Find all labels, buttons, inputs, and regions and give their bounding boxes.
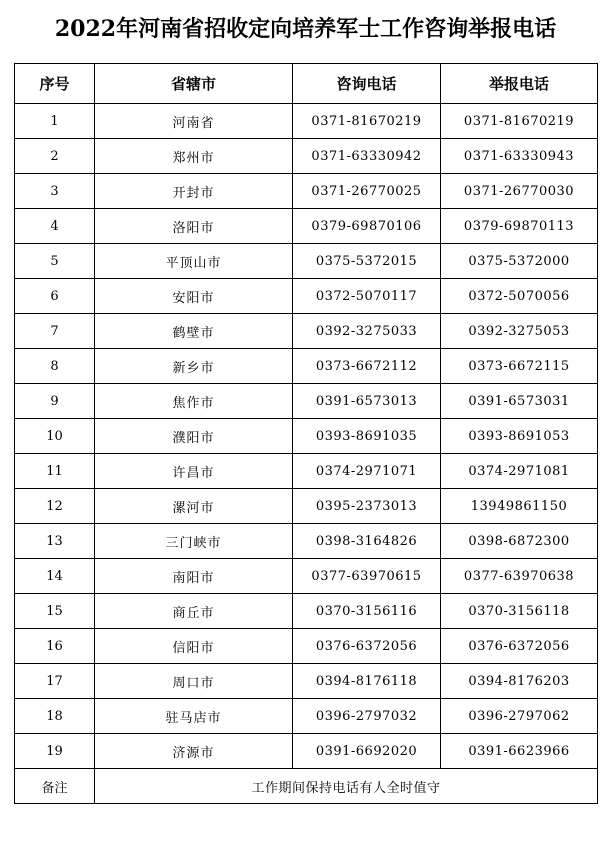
report-phone-cell: 0371-63330943: [441, 139, 598, 174]
report-phone-cell: 0377-63970638: [441, 559, 598, 594]
report-phone-cell: 0376-6372056: [441, 629, 598, 664]
consult-phone-cell: 0377-63970615: [293, 559, 441, 594]
city-cell: 三门峡市: [95, 524, 293, 559]
table-row: [15, 699, 598, 734]
table-row: [15, 209, 598, 244]
serial-number-cell: 13: [15, 524, 95, 559]
serial-number-cell: 10: [15, 419, 95, 454]
serial-number-cell: 14: [15, 559, 95, 594]
header-serial-number: 序号: [15, 64, 95, 104]
city-cell: 周口市: [95, 664, 293, 699]
table-row: [15, 419, 598, 454]
report-phone-cell: 0379-69870113: [441, 209, 598, 244]
table-row: [15, 279, 598, 314]
table-row: [15, 594, 598, 629]
consult-phone-cell: 0396-2797032: [293, 699, 441, 734]
city-cell: 南阳市: [95, 559, 293, 594]
consult-phone-cell: 0374-2971071: [293, 454, 441, 489]
table-row: [15, 174, 598, 209]
consult-phone-cell: 0398-3164826: [293, 524, 441, 559]
report-phone-cell: 0373-6672115: [441, 349, 598, 384]
table-row: [15, 664, 598, 699]
consult-phone-cell: 0391-6692020: [293, 734, 441, 769]
hotline-table: [14, 63, 598, 804]
report-phone-cell: 0371-81670219: [441, 104, 598, 139]
serial-number-cell: 17: [15, 664, 95, 699]
report-phone-cell: 0391-6573031: [441, 384, 598, 419]
table-row: [15, 384, 598, 419]
table-row: [15, 139, 598, 174]
serial-number-cell: 18: [15, 699, 95, 734]
note-label: 备注: [15, 769, 95, 804]
serial-number-cell: 8: [15, 349, 95, 384]
table-row: [15, 314, 598, 349]
city-cell: 商丘市: [95, 594, 293, 629]
table-body: [15, 104, 598, 804]
report-phone-cell: 0370-3156118: [441, 594, 598, 629]
serial-number-cell: 5: [15, 244, 95, 279]
consult-phone-cell: 0373-6672112: [293, 349, 441, 384]
serial-number-cell: 6: [15, 279, 95, 314]
serial-number-cell: 2: [15, 139, 95, 174]
header-consult-phone: 咨询电话: [293, 64, 441, 104]
city-cell: 焦作市: [95, 384, 293, 419]
consult-phone-cell: 0375-5372015: [293, 244, 441, 279]
city-cell: 信阳市: [95, 629, 293, 664]
city-cell: 河南省: [95, 104, 293, 139]
consult-phone-cell: 0391-6573013: [293, 384, 441, 419]
city-cell: 濮阳市: [95, 419, 293, 454]
page-title: 2022年河南省招收定向培养军士工作咨询举报电话: [54, 16, 557, 42]
city-cell: 洛阳市: [95, 209, 293, 244]
header-city: 省辖市: [95, 64, 293, 104]
report-phone-cell: 0393-8691053: [441, 419, 598, 454]
table-row: [15, 629, 598, 664]
serial-number-cell: 15: [15, 594, 95, 629]
city-cell: 济源市: [95, 734, 293, 769]
table-row: [15, 104, 598, 139]
note-text: 工作期间保持电话有人全时值守: [95, 769, 598, 804]
serial-number-cell: 16: [15, 629, 95, 664]
city-cell: 开封市: [95, 174, 293, 209]
serial-number-cell: 7: [15, 314, 95, 349]
consult-phone-cell: 0371-81670219: [293, 104, 441, 139]
report-phone-cell: 0374-2971081: [441, 454, 598, 489]
table-row: [15, 244, 598, 279]
consult-phone-cell: 0393-8691035: [293, 419, 441, 454]
report-phone-cell: 13949861150: [441, 489, 598, 524]
city-cell: 驻马店市: [95, 699, 293, 734]
header-report-phone: 举报电话: [441, 64, 598, 104]
note-row: [15, 769, 598, 804]
city-cell: 鹤壁市: [95, 314, 293, 349]
serial-number-cell: 1: [15, 104, 95, 139]
report-phone-cell: 0372-5070056: [441, 279, 598, 314]
serial-number-cell: 19: [15, 734, 95, 769]
consult-phone-cell: 0392-3275033: [293, 314, 441, 349]
table-row: [15, 524, 598, 559]
report-phone-cell: 0375-5372000: [441, 244, 598, 279]
consult-phone-cell: 0371-63330942: [293, 139, 441, 174]
serial-number-cell: 9: [15, 384, 95, 419]
report-phone-cell: 0371-26770030: [441, 174, 598, 209]
report-phone-cell: 0394-8176203: [441, 664, 598, 699]
city-cell: 郑州市: [95, 139, 293, 174]
consult-phone-cell: 0379-69870106: [293, 209, 441, 244]
report-phone-cell: 0391-6623966: [441, 734, 598, 769]
consult-phone-cell: 0372-5070117: [293, 279, 441, 314]
table-row: [15, 734, 598, 769]
table-row: [15, 454, 598, 489]
report-phone-cell: 0396-2797062: [441, 699, 598, 734]
table-row: [15, 489, 598, 524]
table-row: [15, 559, 598, 594]
table-header-row: [15, 64, 598, 104]
city-cell: 平顶山市: [95, 244, 293, 279]
consult-phone-cell: 0371-26770025: [293, 174, 441, 209]
consult-phone-cell: 0370-3156116: [293, 594, 441, 629]
report-phone-cell: 0398-6872300: [441, 524, 598, 559]
city-cell: 新乡市: [95, 349, 293, 384]
consult-phone-cell: 0395-2373013: [293, 489, 441, 524]
report-phone-cell: 0392-3275053: [441, 314, 598, 349]
serial-number-cell: 3: [15, 174, 95, 209]
serial-number-cell: 4: [15, 209, 95, 244]
city-cell: 许昌市: [95, 454, 293, 489]
table-row: [15, 349, 598, 384]
consult-phone-cell: 0376-6372056: [293, 629, 441, 664]
serial-number-cell: 11: [15, 454, 95, 489]
consult-phone-cell: 0394-8176118: [293, 664, 441, 699]
city-cell: 漯河市: [95, 489, 293, 524]
serial-number-cell: 12: [15, 489, 95, 524]
city-cell: 安阳市: [95, 279, 293, 314]
